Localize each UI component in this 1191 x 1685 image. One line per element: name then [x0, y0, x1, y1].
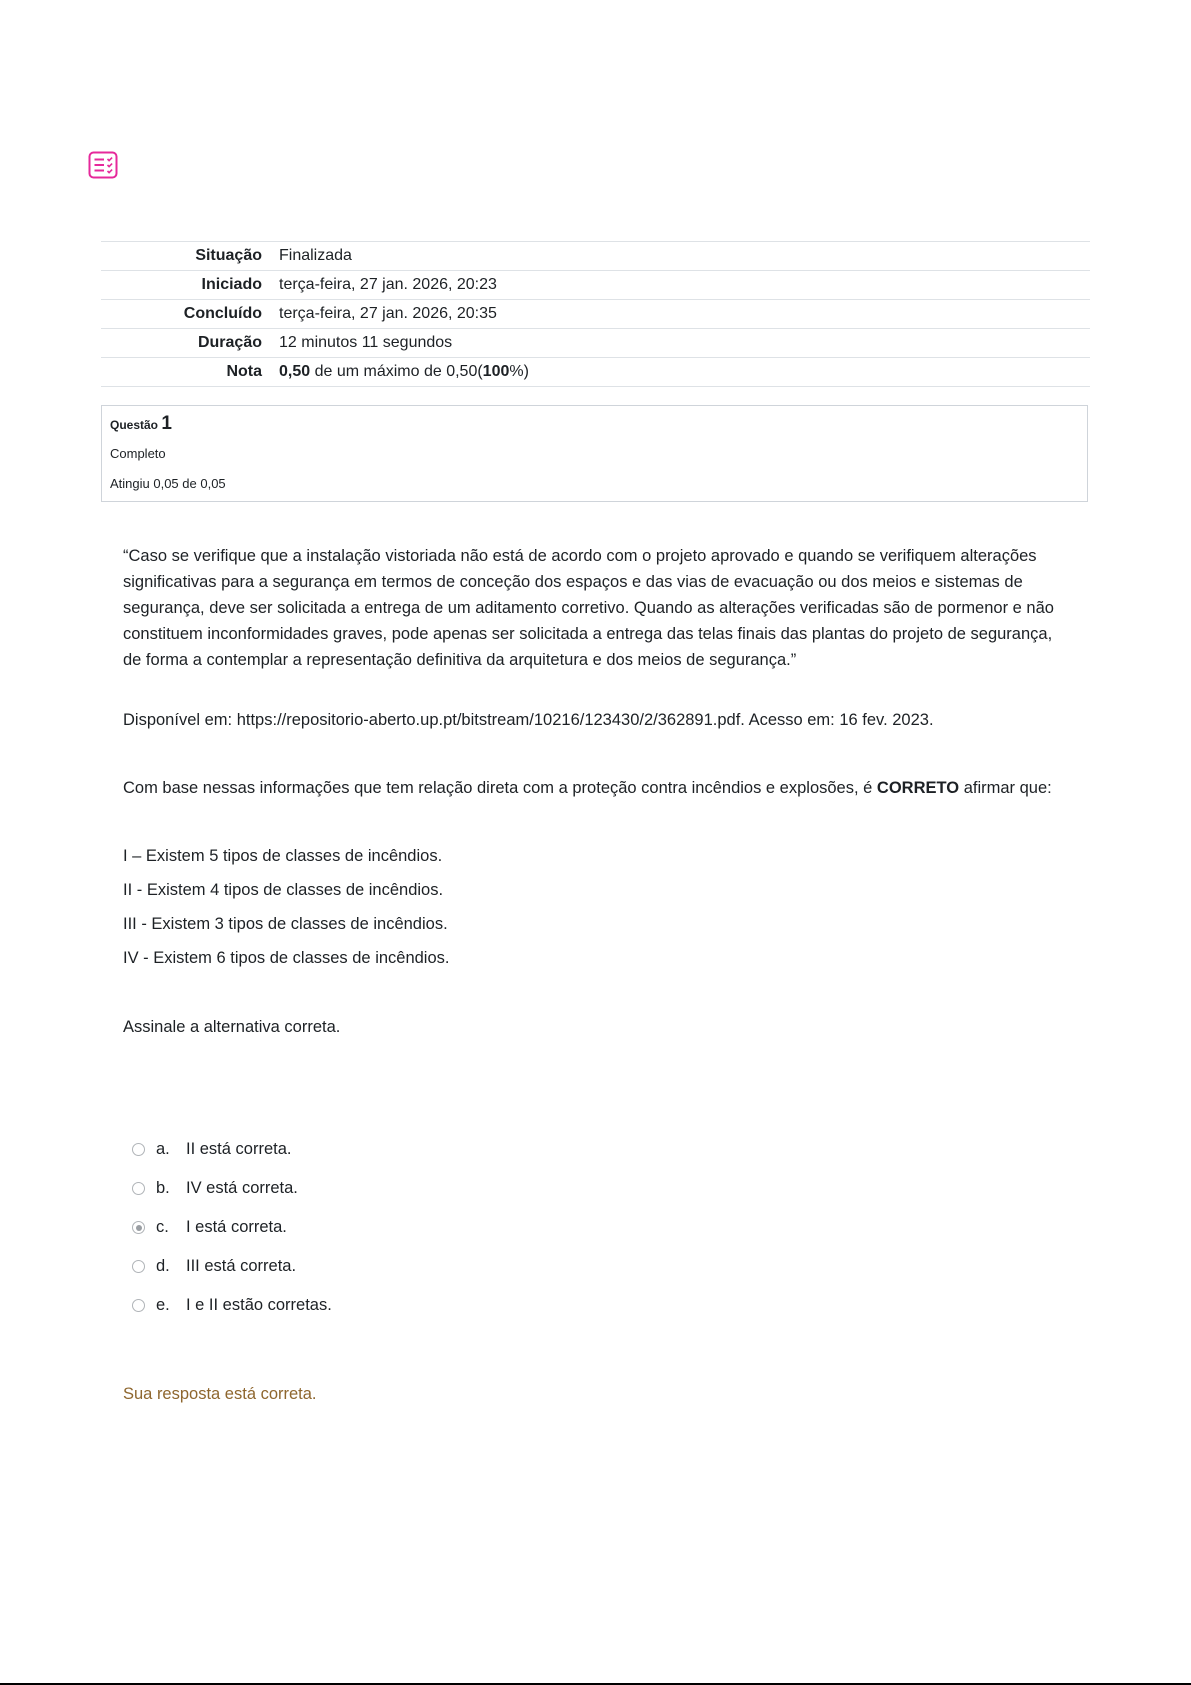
answer-letter: c.: [156, 1218, 169, 1236]
grade-value: 0,50: [279, 363, 311, 380]
summary-value: 12 minutos 11 segundos: [279, 329, 1090, 358]
answer-text: III está correta.: [186, 1257, 297, 1275]
answer-letter: d.: [156, 1257, 170, 1275]
answer-text: I e II estão corretas.: [186, 1296, 332, 1314]
answer-option-d[interactable]: [132, 1247, 332, 1286]
stem-before: Com base nessas informações que tem relação direta com a proteção contra incêndios e explosões, é: [123, 779, 877, 797]
summary-label: Iniciado: [101, 271, 279, 300]
answer-options: [132, 1130, 332, 1325]
question-info-box: [101, 405, 1088, 502]
summary-row-status: [101, 242, 1090, 271]
answer-option-a[interactable]: [132, 1130, 332, 1169]
answer-letter: b.: [156, 1179, 170, 1197]
summary-value: terça-feira, 27 jan. 2026, 20:23: [279, 271, 1090, 300]
statement-item: I – Existem 5 tipos de classes de incêndios.: [123, 847, 443, 865]
summary-label: Duração: [101, 329, 279, 358]
question-source: Disponível em: https://repositorio-aberto.up.pt/bitstream/10216/123430/2/362891.pdf. Acesso em: 16 fev. 2023.: [123, 711, 934, 729]
summary-row-grade: [101, 358, 1090, 387]
radio-button[interactable]: [132, 1260, 145, 1273]
question-instruction: Assinale a alternativa correta.: [123, 1018, 341, 1036]
summary-label: Concluído: [101, 300, 279, 329]
answer-option-e[interactable]: [132, 1286, 332, 1325]
summary-label: Nota: [101, 358, 279, 387]
question-state: Completo: [110, 446, 166, 461]
statement-list: [123, 843, 1073, 979]
stem-after: afirmar que:: [959, 779, 1052, 797]
summary-row-duration: [101, 329, 1090, 358]
radio-button[interactable]: [132, 1299, 145, 1312]
answer-letter: e.: [156, 1296, 170, 1314]
summary-row-started: [101, 271, 1090, 300]
attempt-summary-table: [101, 241, 1090, 387]
question-grade: Atingiu 0,05 de 0,05: [110, 476, 226, 491]
summary-value: Finalizada: [279, 242, 1090, 271]
summary-value: [279, 358, 1090, 387]
answer-feedback: Sua resposta está correta.: [123, 1385, 317, 1403]
answer-option-c[interactable]: [132, 1208, 332, 1247]
question-stem: [123, 775, 1073, 801]
statement-item: III - Existem 3 tipos de classes de incêndios.: [123, 915, 448, 933]
answer-option-b[interactable]: [132, 1169, 332, 1208]
summary-row-completed: [101, 300, 1090, 329]
question-quote: “Caso se verifique que a instalação vistoriada não está de acordo com o projeto aprovado e quando se verifiquem alterações significativas para a segurança em termos de conceção dos espaços e das vias de evacuação ou dos meios e sistemas de segurança, deve ser solicitada a entrega de um aditamento corretivo. Quando as alterações verificadas são de pormenor e não constituem inconformidades graves, pode apenas ser solicitada a entrega das telas finais das plantas do projeto de segurança, de forma a contemplar a representação definitiva da arquitetura e dos meios de segurança.”: [123, 547, 1054, 669]
answer-text: II está correta.: [186, 1140, 292, 1158]
question-prefix: Questão: [110, 418, 159, 432]
answer-letter: a.: [156, 1140, 170, 1158]
stem-bold: CORRETO: [876, 779, 960, 797]
summary-value: terça-feira, 27 jan. 2026, 20:35: [279, 300, 1090, 329]
summary-label: Situação: [101, 242, 279, 271]
quiz-icon: [88, 151, 118, 179]
question-text: [123, 543, 1073, 1040]
statement-item: II - Existem 4 tipos de classes de incêndios.: [123, 881, 444, 899]
statement-item: IV - Existem 6 tipos de classes de incêndios.: [123, 949, 450, 967]
grade-middle: de um máximo de 0,50(: [310, 363, 483, 380]
radio-button[interactable]: [132, 1182, 145, 1195]
radio-button-selected[interactable]: [132, 1221, 145, 1234]
question-number: [110, 414, 1079, 435]
grade-percent: 100: [482, 363, 510, 380]
radio-button[interactable]: [132, 1143, 145, 1156]
answer-text: I está correta.: [186, 1218, 287, 1236]
question-number-value: 1: [161, 413, 172, 434]
grade-suffix: %): [509, 363, 529, 380]
answer-text: IV está correta.: [186, 1179, 298, 1197]
